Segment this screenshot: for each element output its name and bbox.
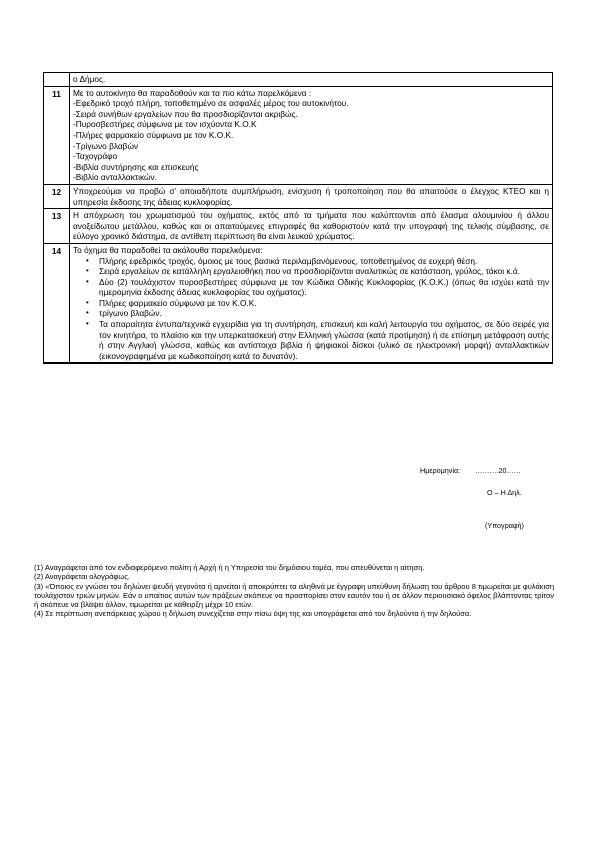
row-number: 12 (44, 184, 70, 208)
row-number: 14 (44, 243, 70, 363)
row-text (70, 86, 553, 184)
row-intro: Το όχημα θα παραδοθεί τα ακόλουθα παρελκόμενα: (73, 244, 263, 255)
list-item: • Πλήρες φαρμακείο σύμφωνα με τον Κ.Ο.Κ. (99, 298, 549, 309)
row-number (44, 73, 70, 87)
row-text (70, 243, 553, 363)
list-item: • τρίγωνο βλαβών. (99, 308, 549, 319)
signature-label: (Υπογραφή) (485, 521, 524, 530)
row-line: Με το αυτοκίνητο θα παραδοθούν και τα πιο κάτω παρελκόμενα : (73, 87, 312, 98)
table-row (44, 73, 553, 87)
row-line: -Σειρά συνήθων εργαλείων που θα προσδιορίζονται ακριβώς. (73, 108, 298, 119)
row-line: -Βιβλίο ανταλλακτικών. (73, 172, 157, 183)
list-item: • Πλήρης εφεδρικός τροχός, όμοιος με τους βασικά περιλαμβανόμενους, τοποθετημένος σε ευχερή θέση. (99, 256, 549, 267)
table-row (44, 184, 553, 208)
table-row (44, 243, 553, 363)
specifications-table (43, 72, 553, 364)
row-line: -Βιβλία συντήρησης και επισκευής (73, 161, 199, 172)
footnote: (4) Σε περίπτωση ανεπάρκειας χώρου η δήλωση συνεχίζεται στην πίσω όψη της και υπογράφεται από τον δηλούντα ή την δηλούσα. (34, 609, 472, 619)
row-text: Η απόχρωση του χρωματισμού του οχήματος, εκτός από τα τμήματα που καλύπτονται από έλασμα αλουμινίου ή άλλου ανοξείδωτου μετάλλου, καθώς και οι απαιτούμενες επιγραφές θα καθοριστούν κατά την υπογραφή της τελικής σύμβασης, σε εύλογο χρονικό διάστημα, σε αντίθετη περίπτωση θα είναι λευκού χρώματος. (70, 209, 553, 244)
row-text: Υποχρεούμαι να προβώ σ’ οποιαδήποτε συμπλήρωση, ενίσχυση ή τροποποίηση που θα απαιτούσε ο έλεγχος ΚΤΕΟ και η υπηρεσία έκδοσης της άδειας κυκλοφορίας. (70, 184, 553, 208)
table-row (44, 209, 553, 244)
row-line: -Πλήρες φαρμακείο σύμφωνα με τον Κ.Ο.Κ. (73, 129, 234, 140)
row-line: -Εφεδρικό τροχό πλήρη, τοποθετημένο σε ασφαλές μέρος του αυτοκινήτου. (73, 98, 349, 109)
row-text: ο Δήμος. (70, 73, 553, 87)
row-number: 13 (44, 209, 70, 244)
list-item: • Τα απαραίτητα έντυπα/τεχνικά εγχειρίδια για τη συντήρηση, επισκευή και καλή λειτουργία του οχήματος, σε δύο σειρές για τον κινητήρα, το πλαίσιο και την υπερκατασκευή στην Ελληνική γλώσσα (κατά προτίμηση) ή σε επίσημη μετάφραση αυτής ή στην Αγγλική γλώσσα, καθώς και αντίστοιχα βιβλία ή ψηφιακοί δίσκοι (υλικό σε ηλεκτρονική μορφή) ανταλλακτικών (εικονογραφημένα με κωδικοποίηση κατά το δυνατόν). (99, 319, 549, 361)
footnote: (3) «Όποιος εν γνώσει του δηλώνει ψευδή γεγονότα ή αρνείται ή αποκρύπτει τα αληθινά με έγγραφη υπεύθυνη δήλωση του άρθρου 8 τιμωρείται με φυλάκιση τουλάχιστον τριών μηνών. Εάν ο υπαίτιος αυτών των πράξεων σκόπευε να προσπορίσει στον εαυτόν του ή σε άλλον περιουσιακό όφελος βλάπτοντας τρίτον ή σκόπευε να βλάψει άλλον, τιμωρείται με κάθειρξη μέχρι 10 ετών. (34, 581, 554, 610)
list-item: • Σειρά εργαλείων σε κατάλληλη εργαλειοθήκη που να προσδιορίζονται αναλυτικώς σε κατάσταση, γρύλος, τάκοι κ.ά. (99, 266, 549, 277)
table-row (44, 86, 553, 184)
row-line: -Ταχογράφο (73, 151, 118, 162)
accessories-list (73, 256, 549, 362)
footnotes (34, 563, 554, 619)
footnote: (1) Αναγράφεται από τον ενδιαφερόμενο πολίτη ή Αρχή ή η Υπηρεσία του δημόσιου τομέα, που απευθύνεται η αίτηση. (34, 563, 425, 572)
row-line: -Πυροσβεστήρες σύμφωνα με τον ισχύοντα Κ.Ο.Κ (73, 119, 257, 130)
declarant-label: Ο – Η Δηλ. (487, 488, 522, 497)
list-item: • Δύο (2) τουλάχιστον πυροσβεστήρες σύμφωνα με τον Κώδικα Οδικής Κυκλοφορίας (Κ.Ο.Κ.) (όπως θα ισχύει κατά την ημερομηνία έκδοσης άδειας κυκλοφορίας του οχήματος). (99, 277, 549, 298)
row-line: -Τρίγωνο βλαβών (73, 140, 139, 151)
row-number: 11 (44, 86, 70, 184)
date-value: ……….20…… (475, 466, 521, 475)
date-label: Ημερομηνία: (420, 466, 461, 475)
footnote: (2) Αναγράφεται ολογράφως. (34, 572, 130, 582)
